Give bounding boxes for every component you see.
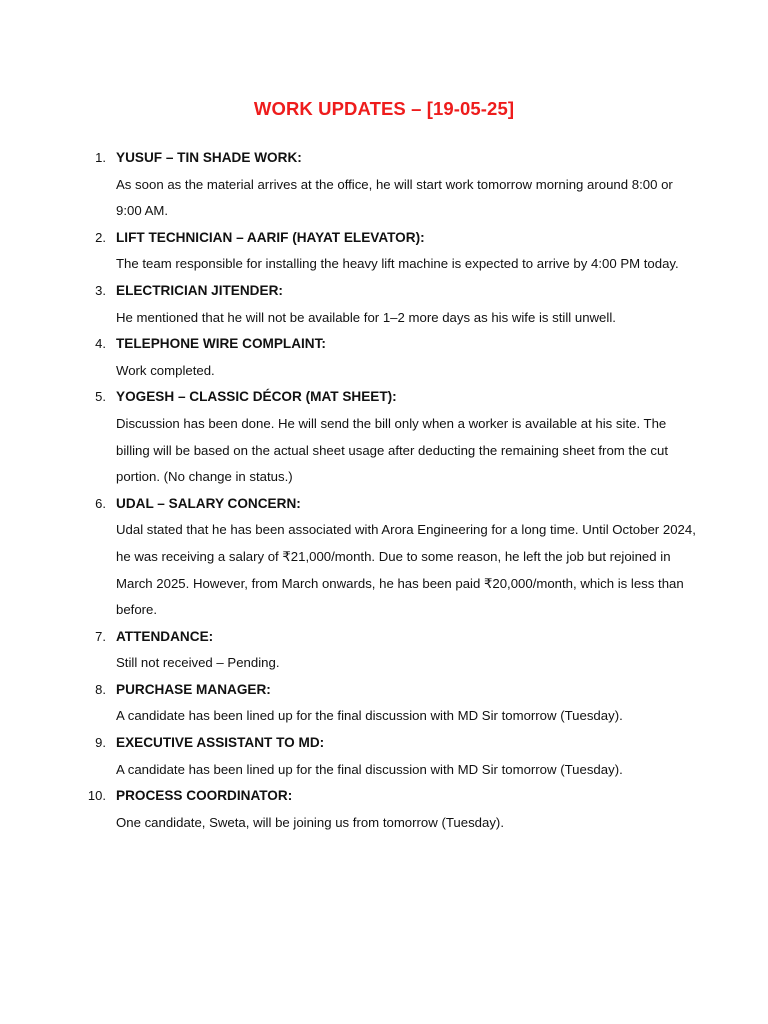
- item-text: A candidate has been lined up for the final discussion with MD Sir tomorrow (Tuesday).: [116, 708, 623, 724]
- item-heading: EXECUTIVE ASSISTANT TO MD:: [116, 735, 325, 751]
- item-number: 1.: [95, 150, 106, 165]
- item-number: 6.: [95, 495, 106, 511]
- document-title: WORK UPDATES – [19-05-25]: [253, 98, 515, 119]
- item-heading: YUSUF – TIN SHADE WORK:: [116, 150, 302, 165]
- item-text: One candidate, Sweta, will be joining us from tomorrow (Tuesday).: [116, 814, 504, 830]
- item-heading: ELECTRICIAN JITENDER:: [116, 282, 283, 298]
- item-heading: PURCHASE MANAGER:: [116, 681, 271, 697]
- item-text: As soon as the material arrives at the office, he will start work tomorrow morning around 8:00 or 9:00 AM.: [116, 176, 673, 219]
- item-text: Work completed.: [116, 362, 215, 378]
- list-item-4: [0, 331, 768, 384]
- list-item-9: [0, 730, 768, 783]
- item-number: 7.: [95, 628, 106, 644]
- item-number: 10.: [87, 788, 106, 804]
- list-item-7: [0, 624, 768, 677]
- item-heading: LIFT TECHNICIAN – AARIF (HAYAT ELEVATOR):: [116, 229, 425, 245]
- item-number: 5.: [95, 389, 106, 405]
- item-number: 3.: [95, 282, 106, 298]
- item-number: 8.: [95, 681, 106, 697]
- item-number: 2.: [95, 229, 106, 245]
- item-heading: ATTENDANCE:: [116, 628, 214, 644]
- update-list: [0, 145, 768, 836]
- list-item-2: [0, 225, 768, 278]
- item-heading: TELEPHONE WIRE COMPLAINT:: [116, 336, 326, 352]
- item-text: The team responsible for installing the heavy lift machine is expected to arrive by 4:00 PM today.: [116, 256, 679, 272]
- list-item-5: [0, 384, 768, 490]
- item-text: A candidate has been lined up for the final discussion with MD Sir tomorrow (Tuesday).: [116, 761, 623, 777]
- list-item-8: [0, 677, 768, 730]
- list-item-1: [0, 145, 768, 225]
- list-item-10: [0, 783, 768, 836]
- item-heading: YOGESH – CLASSIC DÉCOR (MAT SHEET):: [116, 389, 397, 405]
- item-text: He mentioned that he will not be available for 1–2 more days as his wife is still unwell.: [116, 309, 616, 325]
- item-text: Still not received – Pending.: [116, 655, 280, 671]
- item-number: 9.: [95, 735, 106, 751]
- list-item-3: [0, 278, 768, 331]
- list-item-6: [0, 491, 768, 624]
- item-text: Udal stated that he has been associated with Arora Engineering for a long time. Until October 2024, he was receiving a salary of ₹21,000/month. Due to some reason, he left the job but rejoined in March 2025. However, from March onwards, he has been paid ₹20,000/month, which is less than before.: [116, 522, 696, 618]
- item-text: Discussion has been done. He will send the bill only when a worker is available at his site. The billing will be based on the actual sheet usage after deducting the remaining sheet from the cut portion. (No change in status.): [116, 415, 669, 485]
- item-heading: UDAL – SALARY CONCERN:: [116, 495, 301, 511]
- item-number: 4.: [95, 336, 106, 352]
- item-heading: PROCESS COORDINATOR:: [116, 788, 293, 804]
